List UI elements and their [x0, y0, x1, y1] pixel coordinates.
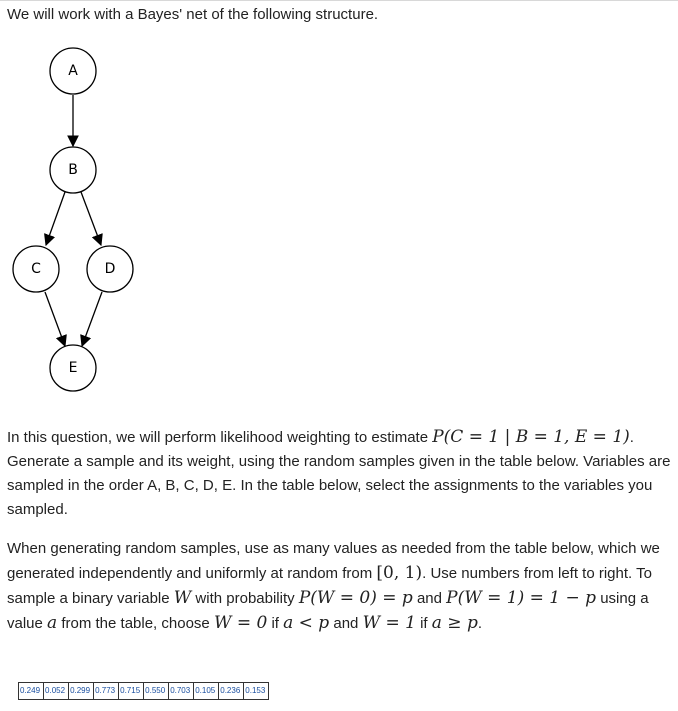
node-a	[50, 48, 96, 94]
sample-cell: 0.105	[194, 682, 219, 700]
sample-cell: 0.249	[19, 682, 44, 700]
random-samples-table	[18, 682, 269, 700]
top-divider	[0, 0, 678, 1]
sample-cell: 0.703	[169, 682, 194, 700]
node-a-label: A	[68, 63, 78, 79]
query-expression: P(C = 1 | B = 1, E = 1)	[432, 427, 630, 447]
edge-c-e	[45, 292, 65, 346]
likelihood-weighting-instructions: In this question, we will perform likelihood weighting to estimate P(C = 1 | B = 1, E = 1). Generate a sample and its weight, using the random samples given in the table below. Variables are sampled in the order A, B, C, D, E. In the table below, select the assignments to the variables you sampled.	[7, 427, 671, 518]
bayes-net-diagram	[0, 40, 140, 400]
sample-cell: 0.153	[244, 682, 269, 700]
node-b-label: B	[68, 162, 78, 178]
edge-b-c	[46, 192, 65, 245]
edge-b-d	[81, 192, 101, 245]
sample-cell: 0.236	[219, 682, 244, 700]
node-d	[87, 246, 133, 292]
edge-d-e	[82, 292, 102, 346]
intro-text: We will work with a Bayes' net of the following structure.	[7, 6, 379, 23]
node-e	[50, 345, 96, 391]
sample-cell: 0.773	[94, 682, 119, 700]
sampling-instructions: When generating random samples, use as many values as needed from the table below, which we generated independently and uniformly at random from [0, 1). Use numbers from left to right. To sample a binary variable W with probability P(W = 0) = p and P(W = 1) = 1 − p using a value a from the table, choose W = 0 if a < p and W = 1 if a ≥ p.	[7, 540, 660, 633]
node-b	[50, 147, 96, 193]
sample-cell: 0.550	[144, 682, 169, 700]
sample-cell: 0.052	[44, 682, 69, 700]
node-d-label: D	[104, 261, 116, 277]
node-c-label: C	[31, 261, 41, 277]
sample-cell: 0.299	[69, 682, 94, 700]
node-e-label: E	[68, 360, 78, 376]
node-c	[13, 246, 59, 292]
sample-cell: 0.715	[119, 682, 144, 700]
